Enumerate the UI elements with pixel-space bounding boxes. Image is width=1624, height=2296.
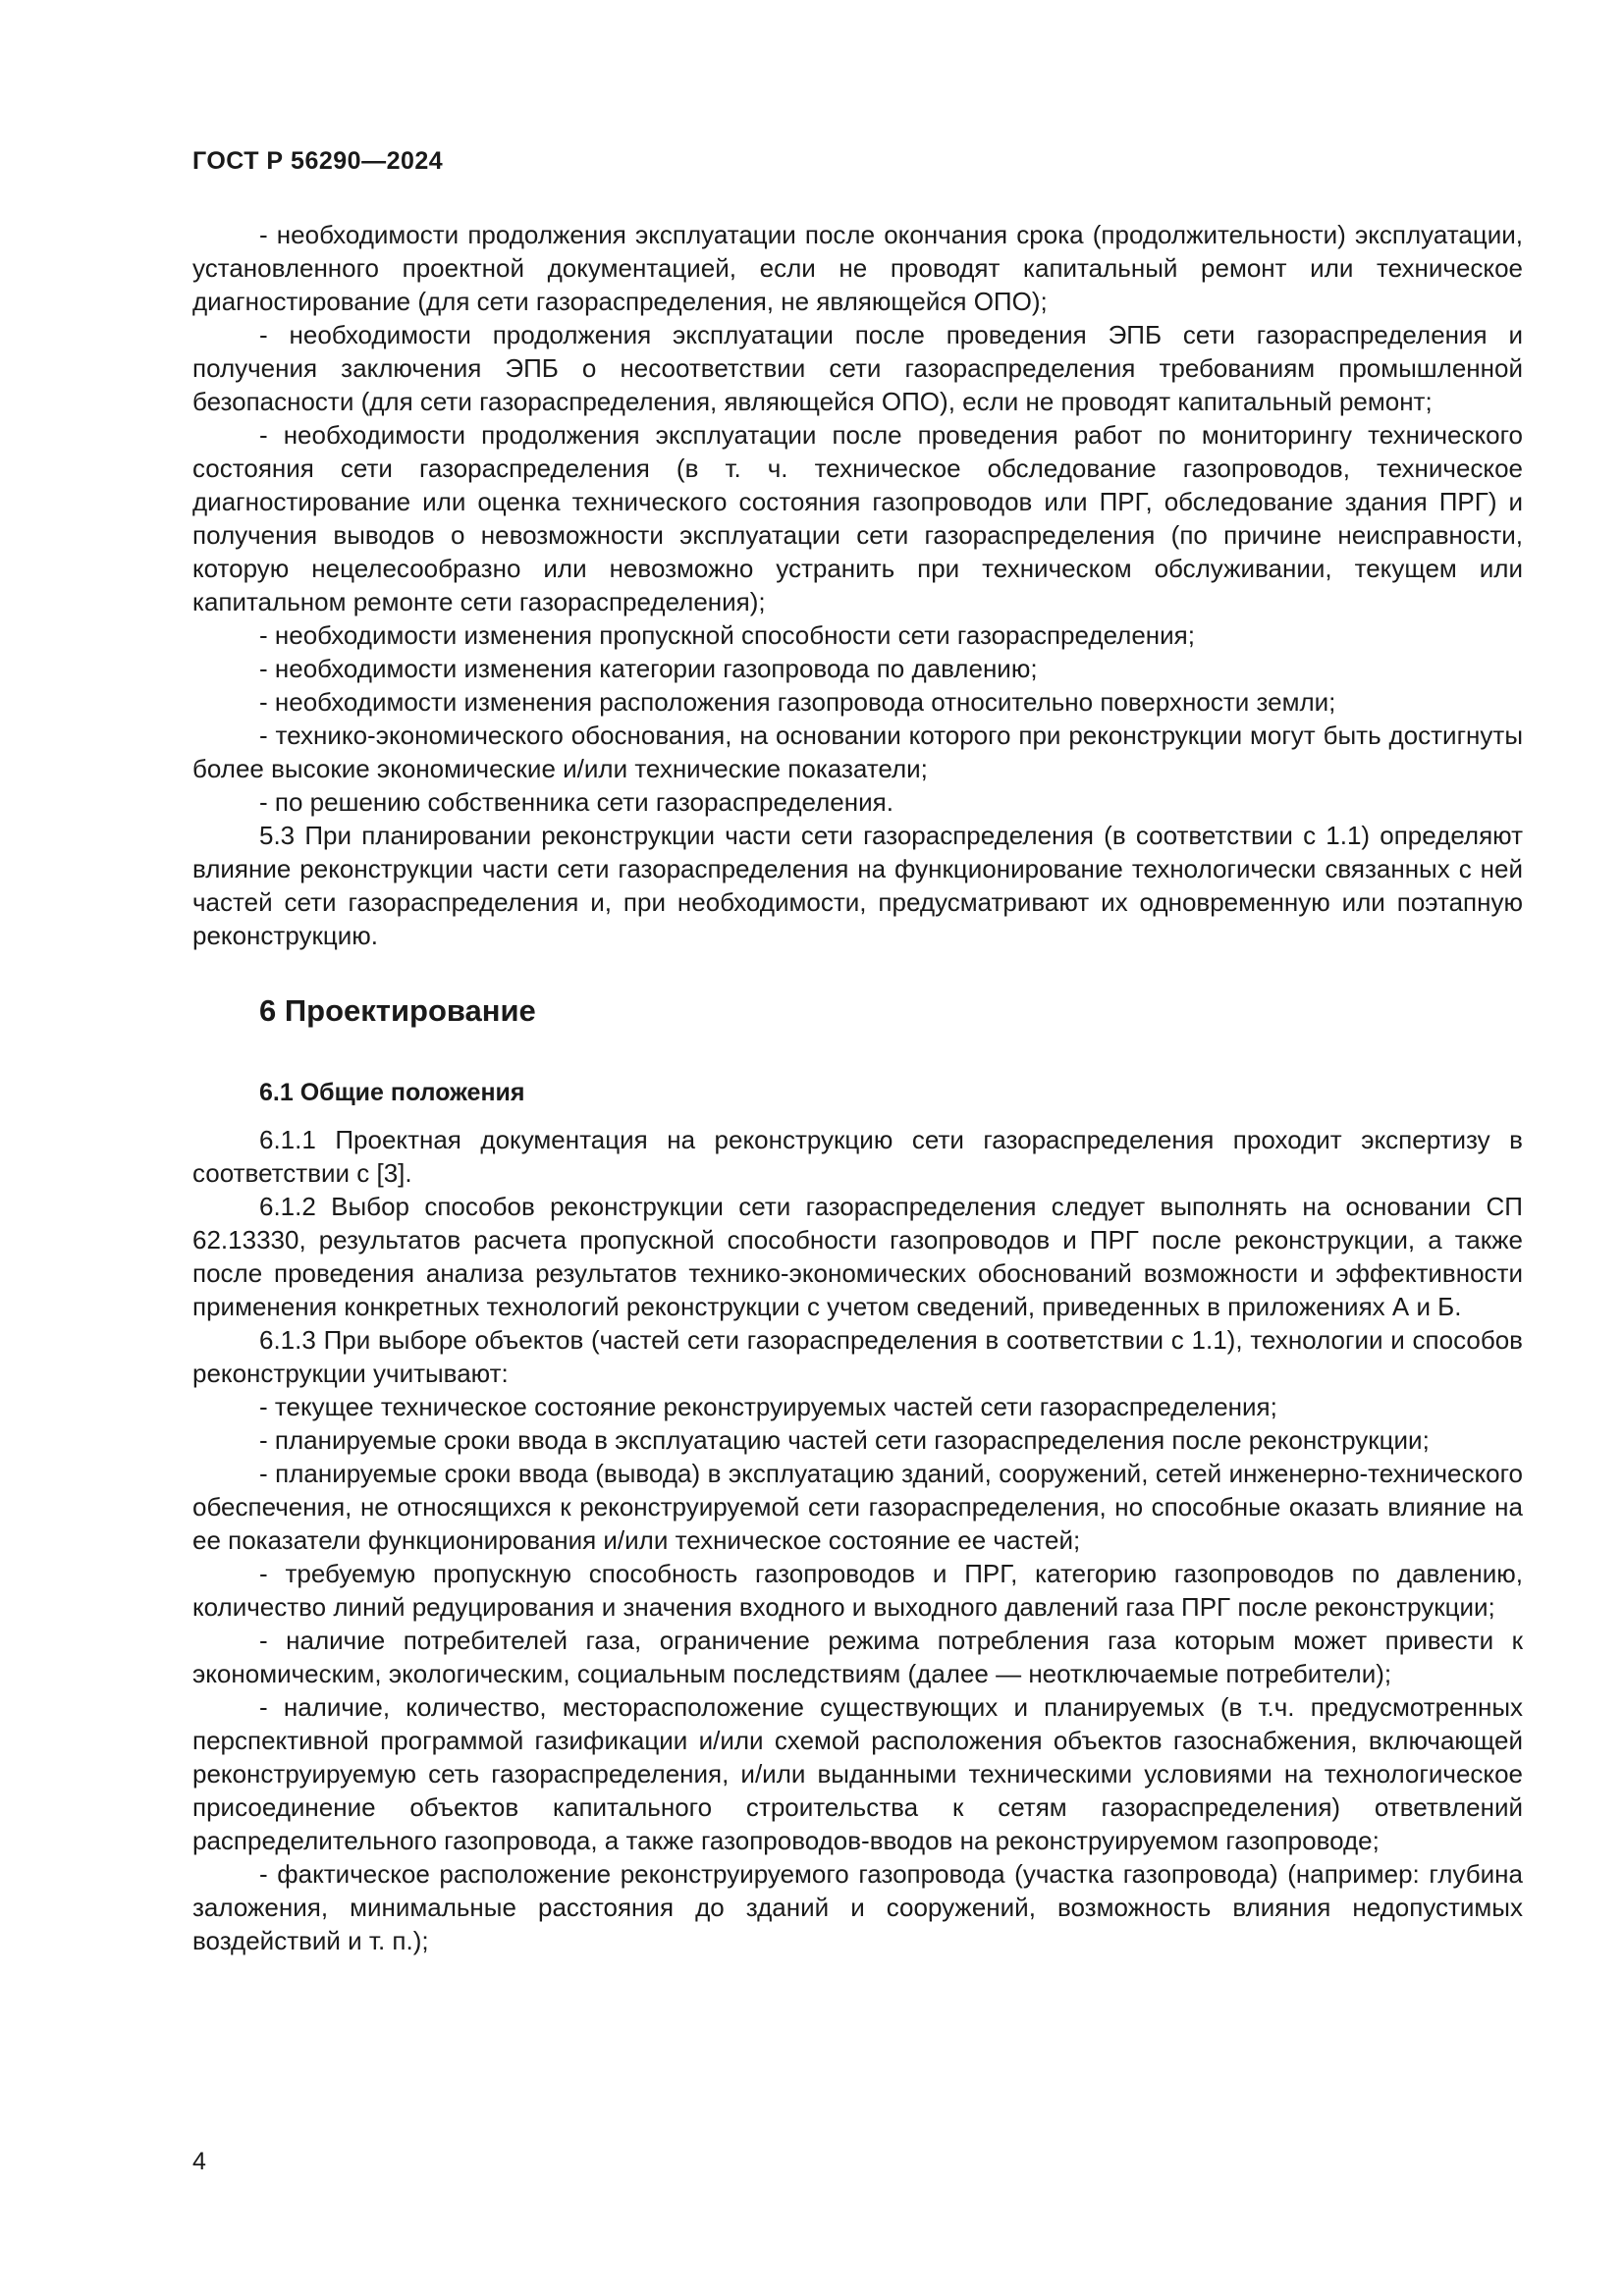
list-item: - наличие, количество, месторасположение существующих и планируемых (в т.ч. предусмотренных перспективной программой газификации и/или схемой расположения объектов газоснабжения, включающей реконструируемую сеть газораспределения, и/или выданными техническими условиями на технологическое присоединение объектов капитального строительства к сетям газораспределения) ответвлений распределительного газопровода, а также газопроводов-вводов на реконструируемом газопроводе; [192, 1692, 1523, 1855]
page-content [192, 218, 1523, 1957]
clause-5-3: 5.3 При планировании реконструкции части сети газораспределения (в соответствии с 1.1) определяют влияние реконструкции части сети газораспределения на функционирование технологически связанных с ней частей сети газораспределения и, при необходимости, предусматривают их одновременную или поэтапную реконструкцию. [192, 821, 1523, 950]
list-item: - необходимости продолжения эксплуатации после проведения ЭПБ сети газораспределения и получения заключения ЭПБ о несоответствии сети газораспределения требованиям промышленной безопасности (для сети газораспределения, являющейся ОПО), если не проводят капитальный ремонт; [192, 320, 1523, 416]
list-item: - наличие потребителей газа, ограничение режима потребления газа которым может привести к экономическим, экологическим, социальным последствиям (далее — неотключаемые потребители); [192, 1626, 1523, 1688]
document-code-header: ГОСТ Р 56290—2024 [192, 147, 444, 175]
list-item: - необходимости изменения категории газопровода по давлению; [259, 654, 1038, 683]
list-item: - требуемую пропускную способность газопроводов и ПРГ, категорию газопроводов по давлению, количество линий редуцирования и значения входного и выходного давлений газа ПРГ после реконструкции; [192, 1559, 1523, 1622]
clause-6-1-3: 6.1.3 При выборе объектов (частей сети газораспределения в соответствии с 1.1), технологии и способов реконструкции учитывают: [192, 1325, 1523, 1388]
list-item: - необходимости изменения пропускной способности сети газораспределения; [259, 620, 1195, 650]
list-item: - планируемые сроки ввода в эксплуатацию частей сети газораспределения после реконструкции; [259, 1425, 1430, 1455]
list-item: - необходимости продолжения эксплуатации после окончания срока (продолжительности) эксплуатации, установленного проектной документацией, если не проводят капитальный ремонт или техническое диагностирование (для сети газораспределения, не являющейся ОПО); [192, 220, 1523, 316]
section-heading: 6 Проектирование [259, 993, 536, 1028]
clause-6-1-2: 6.1.2 Выбор способов реконструкции сети газораспределения следует выполнять на основании СП 62.13330, результатов расчета пропускной способности газопроводов и ПРГ после реконструкции, а также после проведения анализа результатов технико-экономических обоснований возможности и эффективности применения конкретных технологий реконструкции с учетом сведений, приведенных в приложениях А и Б. [192, 1192, 1523, 1321]
page-number: 4 [192, 2148, 206, 2175]
list-item: - планируемые сроки ввода (вывода) в эксплуатацию зданий, сооружений, сетей инженерно-технического обеспечения, не относящихся к реконструируемой сети газораспределения, но способные оказать влияние на ее показатели функционирования и/или техническое состояние ее частей; [192, 1459, 1523, 1555]
subsection-heading: 6.1 Общие положения [259, 1079, 525, 1106]
list-item: - технико-экономического обоснования, на основании которого при реконструкции могут быть достигнуты более высокие экономические и/или технические показатели; [192, 721, 1523, 783]
clause-6-1-1: 6.1.1 Проектная документация на реконструкцию сети газораспределения проходит экспертизу в соответствии с [3]. [192, 1125, 1523, 1188]
list-item: - текущее техническое состояние реконструируемых частей сети газораспределения; [259, 1392, 1277, 1421]
list-item: - по решению собственника сети газораспределения. [259, 787, 893, 817]
list-item: - необходимости изменения расположения газопровода относительно поверхности земли; [259, 687, 1336, 717]
list-item: - необходимости продолжения эксплуатации после проведения работ по мониторингу технического состояния сети газораспределения (в т. ч. техническое обследование газопроводов, техническое диагностирование или оценка технического состояния газопроводов или ПРГ, обследование здания ПРГ) и получения выводов о невозможности эксплуатации сети газораспределения (по причине неисправности, которую нецелесообразно или невозможно устранить при техническом обслуживании, текущем или капитальном ремонте сети газораспределения); [192, 420, 1523, 616]
list-item: - фактическое расположение реконструируемого газопровода (участка газопровода) (например: глубина заложения, минимальные расстояния до зданий и сооружений, возможность влияния недопустимых воздействий и т. п.); [192, 1859, 1523, 1955]
